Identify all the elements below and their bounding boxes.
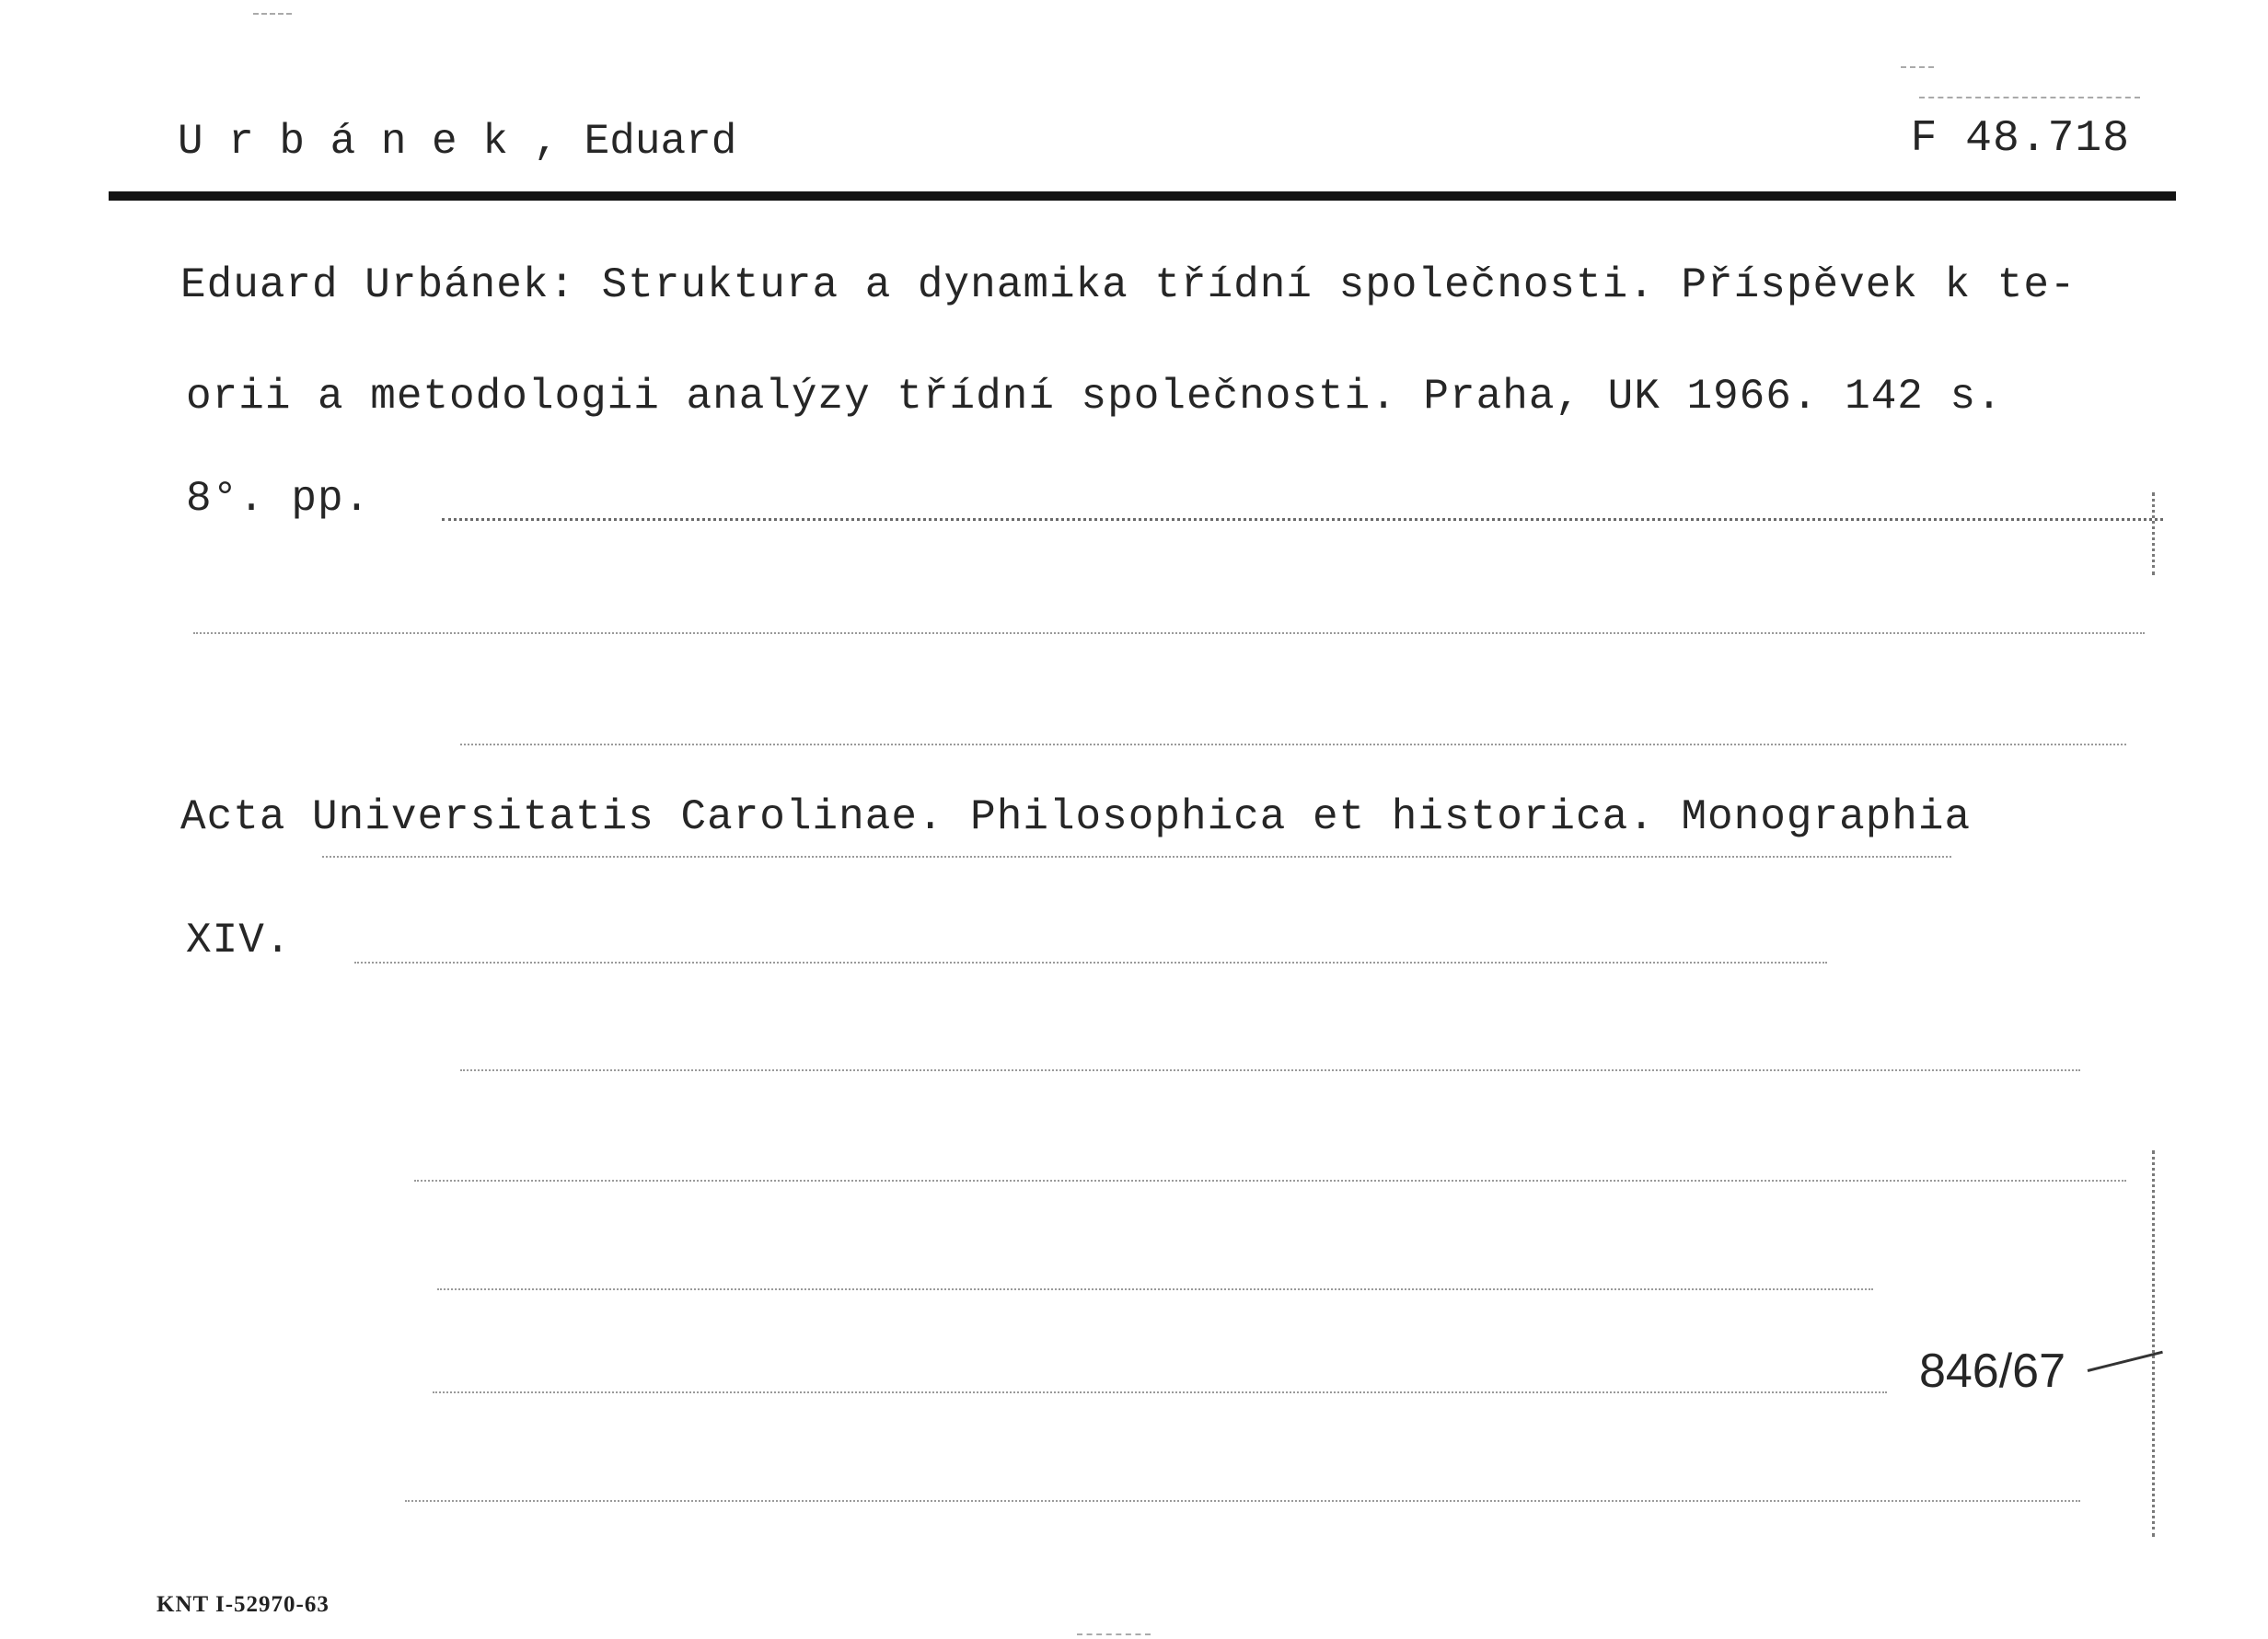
ruled-line <box>354 962 1827 964</box>
ruled-line <box>442 518 2163 521</box>
margin-rule <box>2152 492 2155 575</box>
scan-speck <box>253 13 292 15</box>
title-line-2: orii a metodologii analýzy třídní společnosti. Praha, UK 1966. 142 s. <box>186 373 2003 421</box>
accession-number: 846/67 <box>1918 1345 2066 1398</box>
printer-mark: KNT I-52970-63 <box>156 1592 330 1617</box>
ruled-line <box>322 856 1951 858</box>
ruled-line <box>414 1180 2126 1182</box>
scan-speck <box>1077 1633 1151 1635</box>
margin-rule <box>2152 1150 2155 1537</box>
ruled-line <box>405 1500 2080 1502</box>
author-heading: U r b á n e k , Eduard <box>178 118 737 166</box>
ruled-line <box>460 1069 2080 1071</box>
series-line-1: Acta Universitatis Carolinae. Philosophica et historica. Monographia <box>180 793 1972 841</box>
series-line-2: XIV. <box>186 917 292 964</box>
title-line-3: 8°. pp. <box>186 475 371 523</box>
title-line-1: Eduard Urbánek: Struktura a dynamika třídní společnosti. Příspěvek k te- <box>180 261 2077 309</box>
scan-speck <box>1919 97 2140 98</box>
ruled-line <box>193 632 2145 634</box>
scan-speck <box>1901 66 1934 68</box>
ruled-line <box>437 1288 1873 1290</box>
ruled-line <box>433 1391 1887 1393</box>
heading-rule <box>109 191 2176 201</box>
shelfmark: F 48.718 <box>1910 114 2130 164</box>
ruled-line <box>460 744 2126 745</box>
